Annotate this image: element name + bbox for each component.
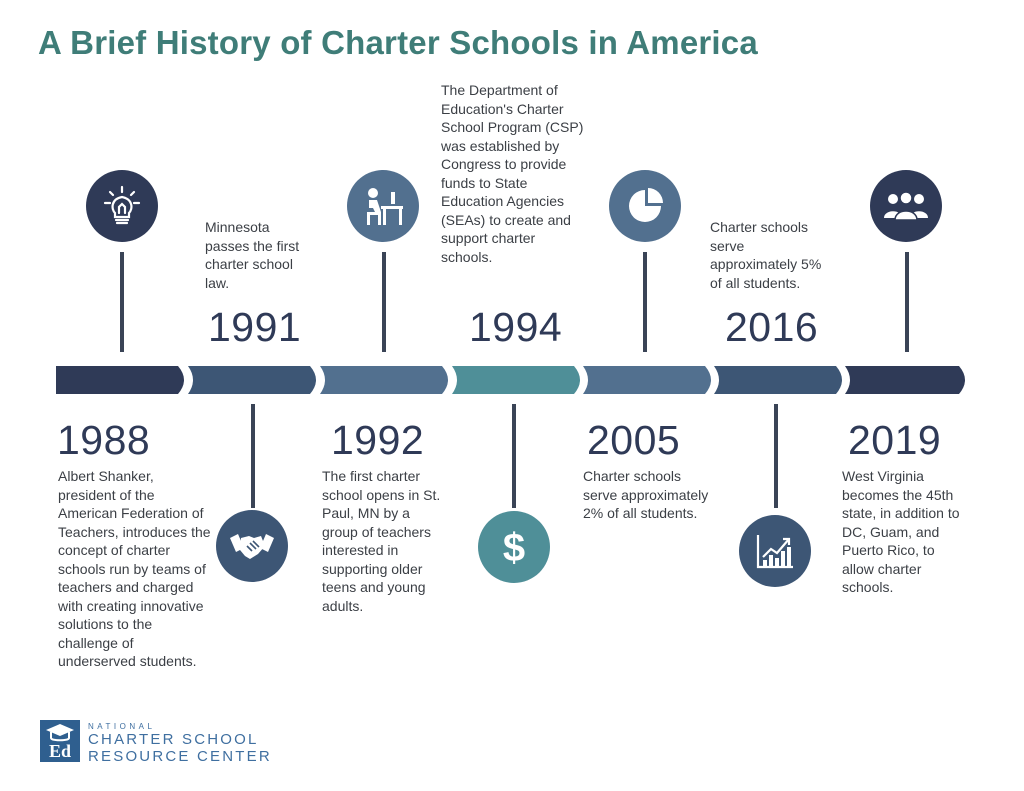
page-title: A Brief History of Charter Schools in America <box>38 24 758 61</box>
timeline-segment-2019 <box>845 366 971 394</box>
stem-1992 <box>382 252 386 352</box>
handshake-icon <box>216 510 288 582</box>
group-of-people-icon <box>870 170 942 242</box>
stem-1988 <box>120 252 124 352</box>
stem-2016 <box>774 404 778 508</box>
description-1991: Minnesota passes the first charter school law. <box>205 219 300 291</box>
description-1992: The first charter school opens in St. Paul, MN by a group of teachers interested in supporting older teens and young adults. <box>322 468 441 614</box>
lightbulb-icon <box>86 170 158 242</box>
timeline-segment-1992 <box>320 366 454 394</box>
stem-1991 <box>251 404 255 508</box>
logo-small-line: NATIONAL <box>88 722 156 731</box>
description-1994: The Department of Education's Charter School Program (CSP) was established by Congress to provide funds to State Education Agencies (SEAs) to create and support charter schools. <box>441 82 584 265</box>
timeline-segment-1994 <box>452 366 586 394</box>
dollar-sign-icon <box>478 511 550 583</box>
description-1988: Albert Shanker, president of the American Federation of Teachers, introduces the concept of charter schools run by teams of teachers and charged with creating innovative solutions to the challenge of underserved students. <box>58 468 211 669</box>
timeline-segment-2016 <box>714 366 848 394</box>
description-2005: Charter schools serve approximately 2% of all students. <box>583 468 709 521</box>
timeline-segment-1988 <box>56 366 190 394</box>
year-2019: 2019 <box>848 417 942 463</box>
logo-line-1: CHARTER SCHOOL <box>88 731 259 748</box>
year-2005: 2005 <box>587 417 681 463</box>
stem-1994 <box>512 404 516 508</box>
bar-chart-growth-icon <box>739 515 811 587</box>
year-1991: 1991 <box>208 304 302 350</box>
stem-2019 <box>905 252 909 352</box>
year-1994: 1994 <box>469 304 563 350</box>
year-1988: 1988 <box>57 417 151 463</box>
logo-mark-text: Ed <box>48 741 72 761</box>
pie-chart-icon <box>609 170 681 242</box>
organization-logo-mark <box>40 720 80 767</box>
logo-line-2: RESOURCE CENTER <box>88 748 272 765</box>
student-at-desk-icon <box>347 170 419 242</box>
stem-2005 <box>643 252 647 352</box>
svg-text:$: $ <box>502 526 526 569</box>
timeline-segment-2005 <box>583 366 717 394</box>
year-2016: 2016 <box>725 304 819 350</box>
year-1992: 1992 <box>331 417 425 463</box>
description-2019: West Virginia becomes the 45th state, in addition to DC, Guam, and Puerto Rico, to allow charter schools. <box>842 468 960 595</box>
timeline-segment-1991 <box>188 366 322 394</box>
description-2016: Charter schools serve approximately 5% of all students. <box>710 219 822 291</box>
